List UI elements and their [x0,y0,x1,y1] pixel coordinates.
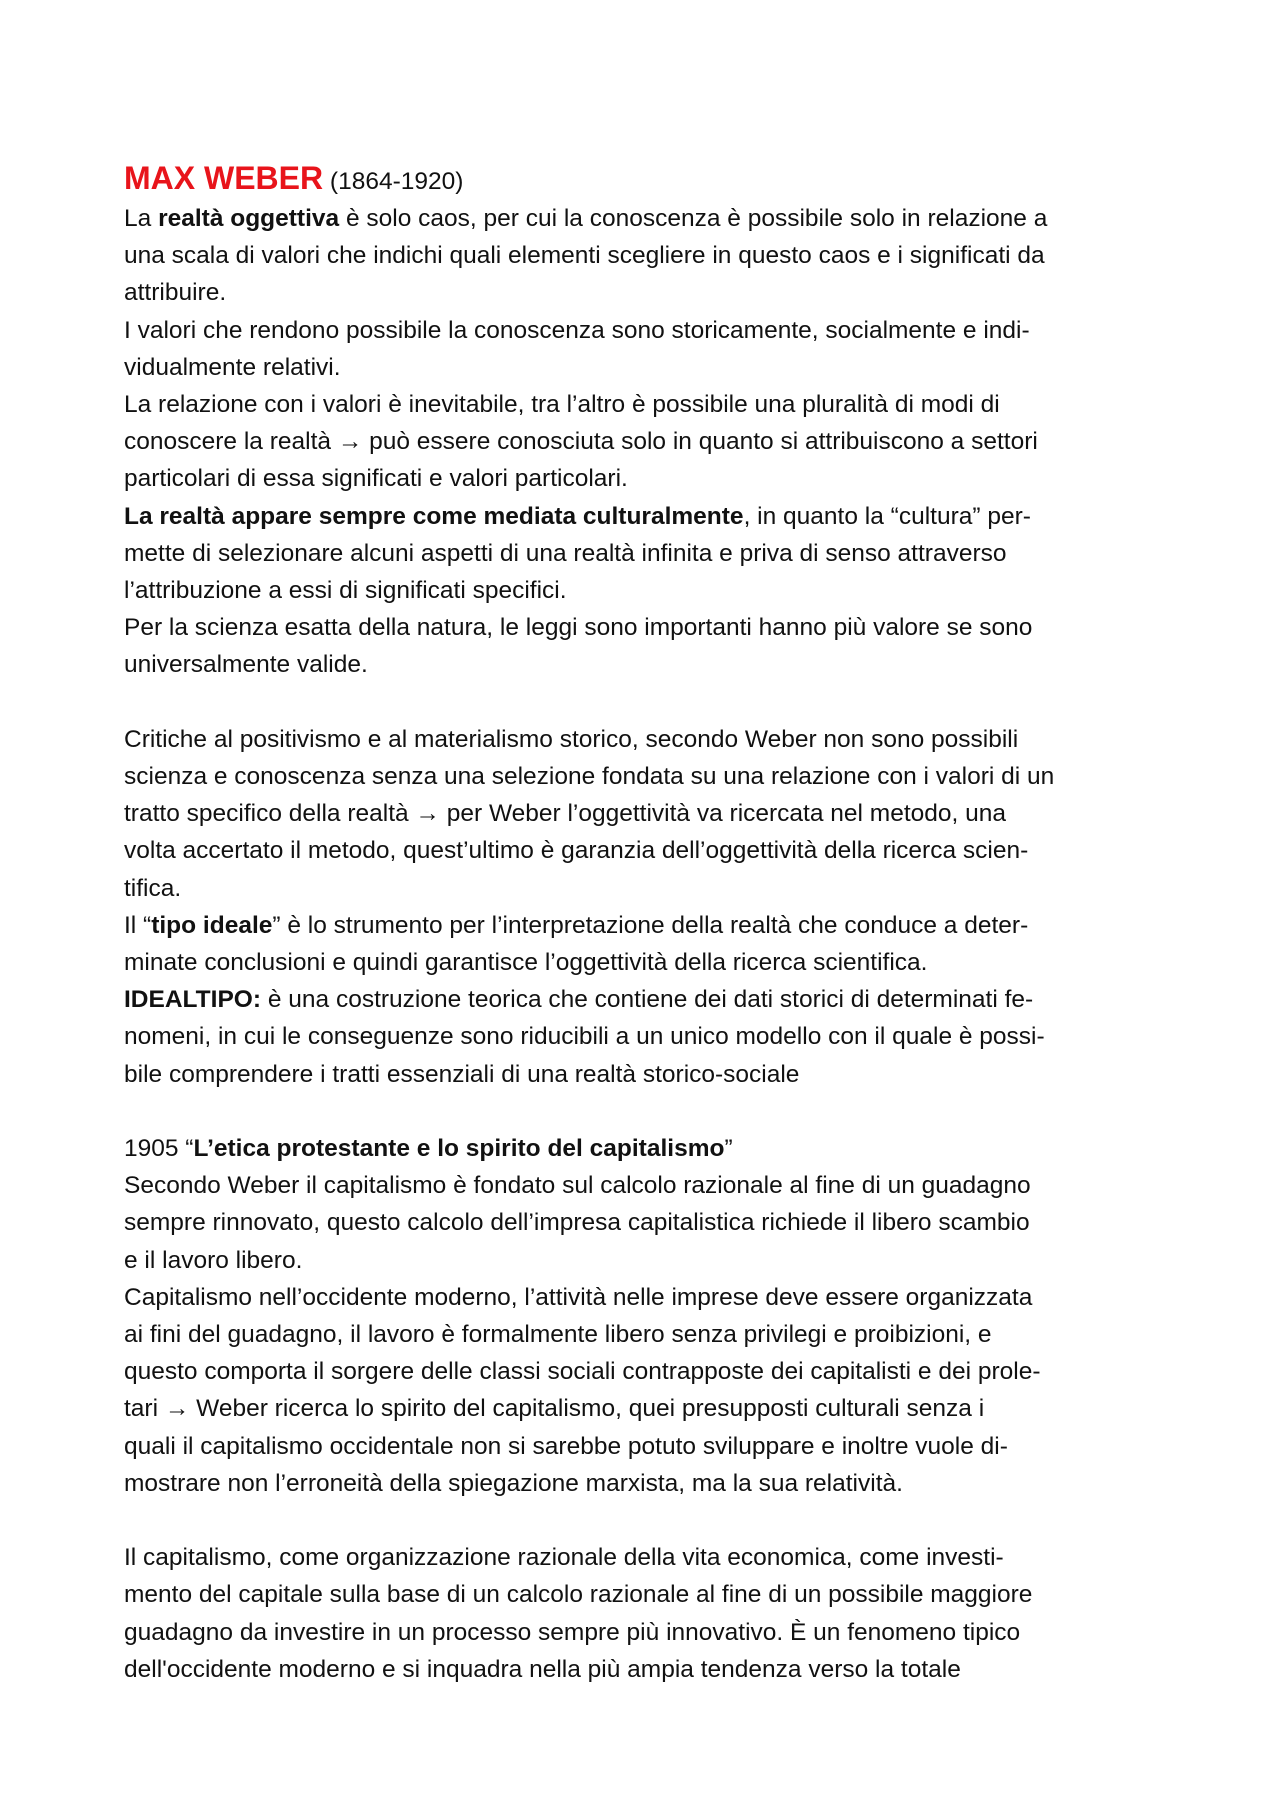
heading [124,158,1184,202]
bold-term-idealtipo: IDEALTIPO: [124,986,262,1014]
text-line: particolari di essa significati e valori particolari. [124,465,628,493]
text-line: mette di selezionare alcuni aspetti di una realtà infinita e priva di senso attraverso [124,539,1007,567]
text-line [124,200,1184,237]
text-line: dell'occidente moderno e si inquadra nella più ampia tendenza verso la totale [124,1655,961,1683]
text-line: questo comporta il sorgere delle classi sociali contrapposte dei capitalisti e dei prole- [124,1358,1041,1386]
paragraph-spacer [124,1502,1184,1539]
text-line: Per la scienza esatta della natura, le leggi sono importanti hanno più valore se sono [124,614,1033,642]
text-span: Il “ [124,911,152,939]
text-line: una scala di valori che indichi quali elementi scegliere in questo caos e i significati da [124,242,1045,270]
paragraph-spacer [124,684,1184,721]
text-line: attribuire. [124,279,227,307]
paragraph-critiques [124,721,1184,1093]
text-line: minate conclusioni e quindi garantisce l’oggettività della ricerca scientifica. [124,949,928,977]
text-line: volta accertato il metodo, quest’ultimo è garanzia dell’oggettività della ricerca scien- [124,837,1029,865]
text-line: bile comprendere i tratti essenziali di una realtà storico-sociale [124,1060,800,1088]
text-line: quali il capitalismo occidentale non si sarebbe potuto sviluppare e inoltre vuole di- [124,1432,1008,1460]
bold-book-title: L’etica protestante e lo spirito del capitalismo [193,1135,725,1163]
paragraph-capitalism [124,1539,1184,1688]
bold-statement-mediata: La realtà appare sempre come mediata culturalmente [124,502,744,530]
text-span: , in quanto la “cultura” per- [743,502,1031,530]
text-line: conoscere la realtà → può essere conosciuta solo in quanto si attribuiscono a settori [124,428,1038,456]
text-line: La relazione con i valori è inevitabile, tra l’altro è possibile una pluralità di modi di [124,391,1000,419]
text-line: vidualmente relativi. [124,353,341,381]
text-line [124,907,1184,944]
text-line [124,981,1184,1018]
text-span: è una costruzione teorica che contiene dei dati storici di determinati fe- [261,986,1034,1014]
text-line: Capitalismo nell’occidente moderno, l’attività nelle imprese deve essere organizzata [124,1283,1033,1311]
text-line: ai fini del guadagno, il lavoro è formalmente libero senza privilegi e proibizioni, e [124,1321,992,1349]
text-line: scienza e conoscenza senza una selezione fondata su una relazione con i valori di un [124,763,1055,791]
text-line [124,498,1184,535]
text-line: tifica. [124,874,182,902]
text-span: La [124,205,159,232]
bold-term-realta-oggettiva: realtà oggettiva [158,205,340,232]
paragraph-reality [124,200,1184,684]
text-line: universalmente valide. [124,651,368,679]
text-line: Secondo Weber il capitalismo è fondato sul calcolo razionale al fine di un guadagno [124,1172,1031,1200]
text-line: Il capitalismo, come organizzazione razionale della vita economica, come investi- [124,1544,1004,1572]
title-dates: (1864-1920) [329,168,464,195]
text-line: guadagno da investire in un processo sempre più innovativo. È un fenomeno tipico [124,1618,1021,1646]
text-line: tari → Weber ricerca lo spirito del capitalismo, quei presupposti culturali senza i [124,1395,985,1423]
text-line: sempre rinnovato, questo calcolo dell’impresa capitalistica richiede il libero scambio [124,1209,1030,1237]
paragraph-spacer [124,1093,1184,1130]
text-line: tratto specifico della realtà → per Weber l’oggettività va ricercata nel metodo, una [124,800,1006,828]
bold-term-tipo-ideale: tipo ideale [151,911,273,939]
page-title: MAX WEBER [124,160,324,196]
text-span: ” è lo strumento per l’interpretazione della realtà che conduce a deter- [272,911,1029,939]
text-line: I valori che rendono possibile la conoscenza sono storicamente, socialmente e indi- [124,316,1030,344]
text-line: Critiche al positivismo e al materialismo storico, secondo Weber non sono possibili [124,725,1019,753]
paragraph-protestant-ethic [124,1130,1184,1502]
text-line: mento del capitale sulla base di un calcolo razionale al fine di un possibile maggiore [124,1581,1033,1609]
text-line: e il lavoro libero. [124,1246,303,1274]
text-span: è solo caos, per cui la conoscenza è possibile solo in relazione a [339,205,1048,232]
text-line [124,1130,1184,1167]
text-span: 1905 “ [124,1135,194,1163]
text-span: ” [724,1135,733,1163]
text-line: mostrare non l’erroneità della spiegazione marxista, ma la sua relatività. [124,1469,903,1497]
text-line: nomeni, in cui le conseguenze sono riducibili a un unico modello con il quale è possi- [124,1023,1045,1051]
document-page [124,158,1184,1688]
text-line: l’attribuzione a essi di significati specifici. [124,577,567,605]
